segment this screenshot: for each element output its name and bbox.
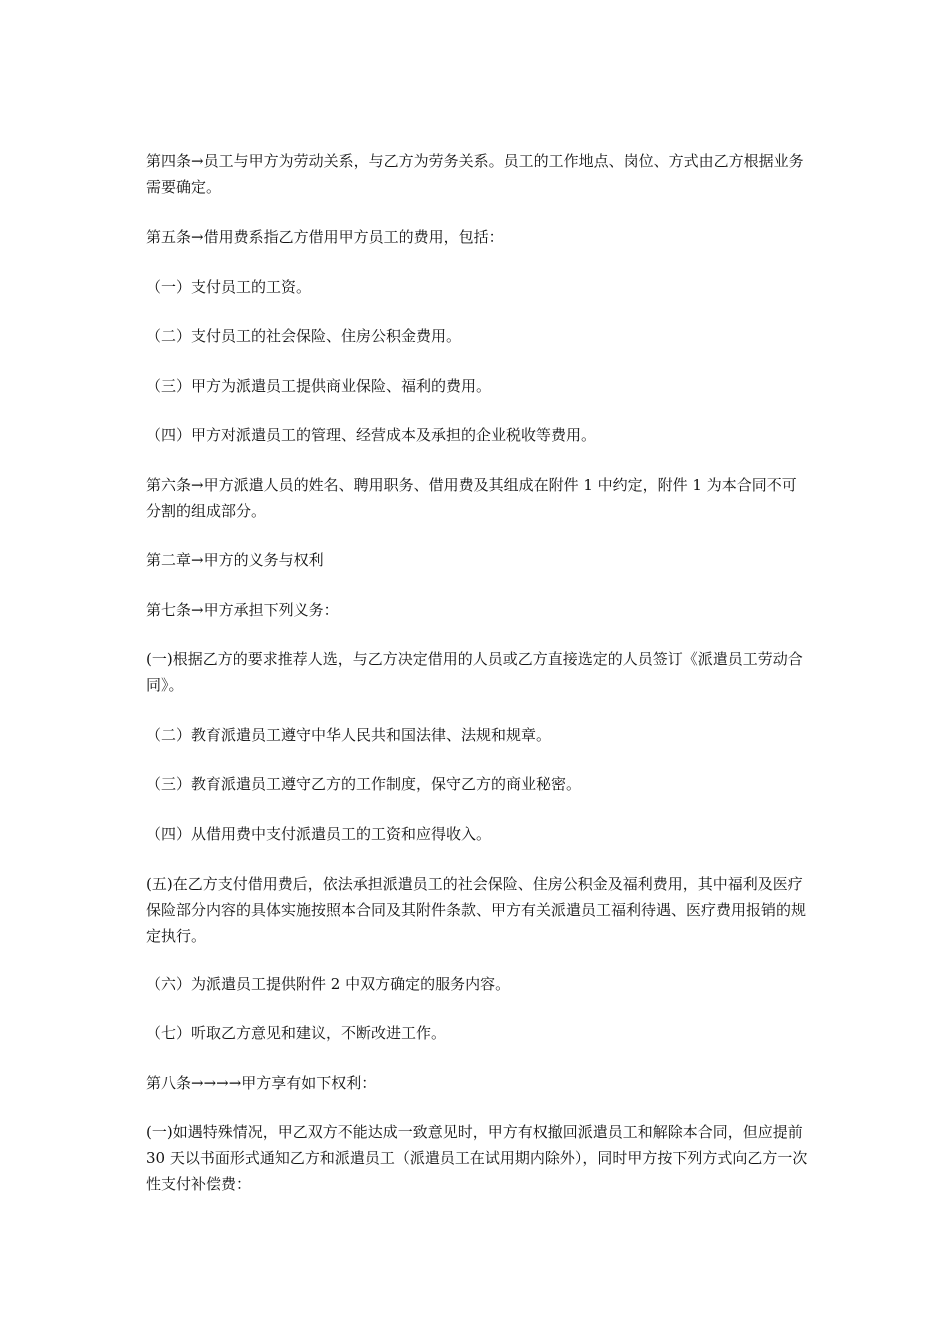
chapter-heading: 第二章→甲方的义务与权利 [146, 551, 324, 569]
paragraph-article-6: 第六条→甲方派遣人员的姓名、聘用职务、借用费及其组成在附件 1 中约定，附件 1 为本合同不可分割的组成部分。 [146, 476, 797, 520]
paragraph-item-3: （三）甲方为派遣员工提供商业保险、福利的费用。 [146, 377, 492, 395]
paragraph-obligation-4: （四）从借用费中支付派遣员工的工资和应得收入。 [146, 825, 492, 843]
paragraph-article-8: 第八条→→→→甲方享有如下权利： [146, 1074, 377, 1092]
paragraph-right-1: (一)如遇特殊情况，甲乙双方不能达成一致意见时，甲方有权撤回派遣员工和解除本合同，但应提前 30 天以书面形式通知乙方和派遣员工（派遣员工在试用期内除外），同时甲方按下列方式向乙方一次性支付补偿费： [146, 1123, 808, 1193]
paragraph-obligation-1: (一)根据乙方的要求推荐人选，与乙方决定借用的人员或乙方直接选定的人员签订《派遣员工劳动合同》。 [146, 650, 803, 694]
paragraph-article-7: 第七条→甲方承担下列义务： [146, 601, 339, 619]
paragraph-article-4: 第四条→员工与甲方为劳动关系，与乙方为劳务关系。员工的工作地点、岗位、方式由乙方根据业务需要确定。 [146, 152, 804, 196]
paragraph-obligation-5: (五)在乙方支付借用费后，依法承担派遣员工的社会保险、住房公积金及福利费用，其中福利及医疗保险部分内容的具体实施按照本合同及其附件条款、甲方有关派遣员工福利待遇、医疗费用报销的规定执行。 [146, 875, 807, 945]
paragraph-obligation-3: （三）教育派遣员工遵守乙方的工作制度，保守乙方的商业秘密。 [146, 775, 582, 793]
paragraph-obligation-7: （七）听取乙方意见和建议，不断改进工作。 [146, 1024, 447, 1042]
paragraph-item-4: （四）甲方对派遣员工的管理、经营成本及承担的企业税收等费用。 [146, 426, 597, 444]
paragraph-article-5: 第五条→借用费系指乙方借用甲方员工的费用，包括： [146, 228, 504, 246]
paragraph-item-1: （一）支付员工的工资。 [146, 278, 312, 296]
paragraph-obligation-2: （二）教育派遣员工遵守中华人民共和国法律、法规和规章。 [146, 726, 552, 744]
paragraph-item-2: （二）支付员工的社会保险、住房公积金费用。 [146, 327, 462, 345]
paragraph-obligation-6: （六）为派遣员工提供附件 2 中双方确定的服务内容。 [146, 975, 511, 993]
